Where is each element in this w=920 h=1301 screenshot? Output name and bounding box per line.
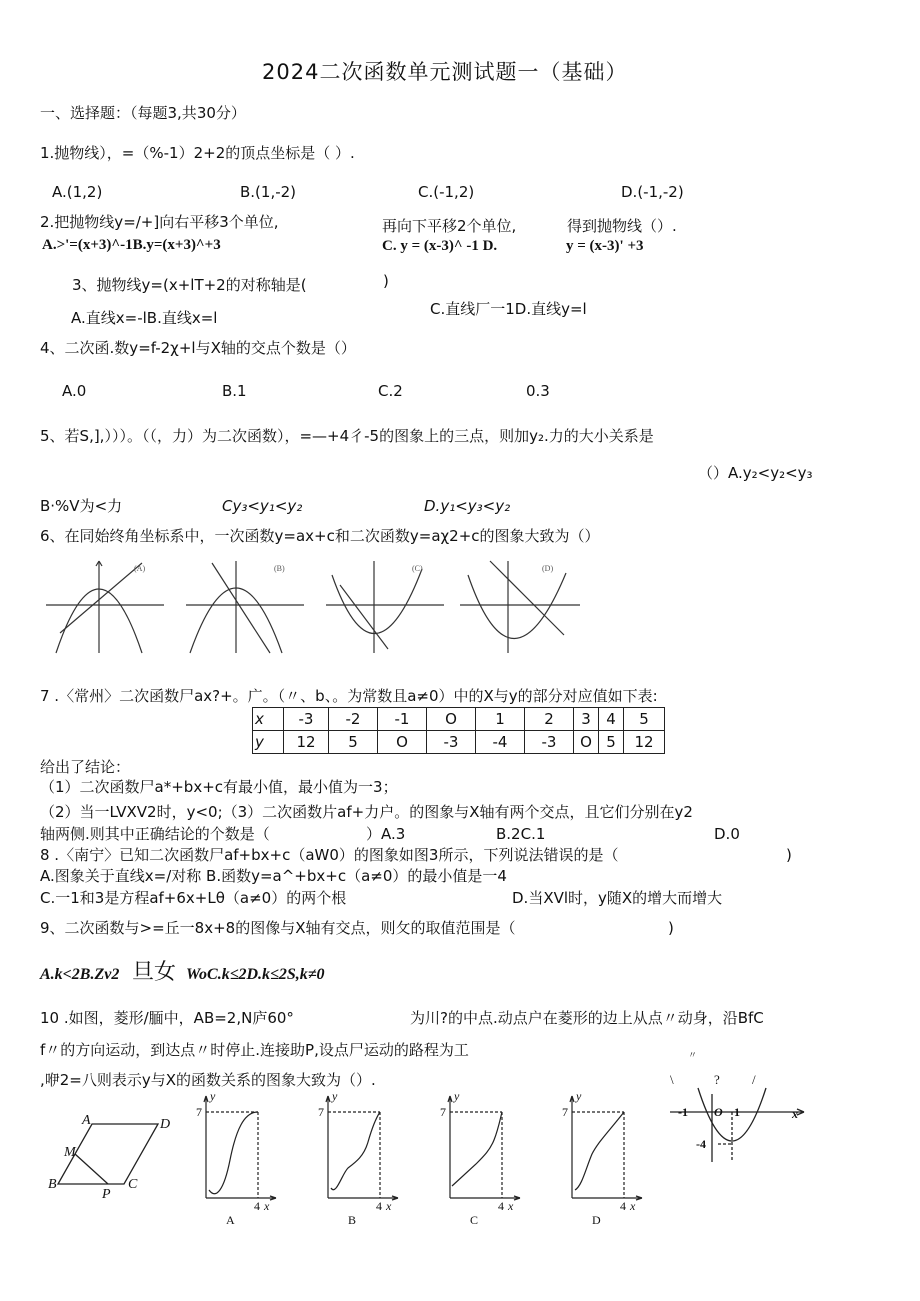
q2-stem-c: 得到抛物线（）.: [567, 217, 677, 235]
q6-label-b: (B): [274, 564, 285, 573]
q1-option-b: B.(1,-2): [240, 183, 297, 201]
q10-graph-d-7: 7: [562, 1105, 568, 1119]
q5-option-b: B·%V为<力: [40, 497, 123, 515]
q8-option-d: D.当XVl时，y随X的增大而增大: [512, 889, 723, 907]
q10-graph-a-y: y: [210, 1090, 216, 1103]
table-cell: 1: [476, 708, 525, 731]
table-row: [253, 708, 665, 731]
q9-option-cd: WoC.k≤2D.k≤2S,k≠0: [186, 966, 325, 983]
q2-options-ab: A.>'=(x+3)^-1B.y=(x+3)^+3: [42, 237, 221, 253]
q2-option-d: y = (x-3)' +3: [566, 238, 644, 254]
q4-option-d: 0.3: [526, 382, 550, 400]
q10-graph-b-7: 7: [318, 1105, 324, 1119]
table-cell: -3: [427, 731, 476, 754]
table-cell: 5: [599, 731, 624, 754]
table-cell: -2: [329, 708, 378, 731]
q10-graph-a: [204, 1096, 276, 1200]
q1-option-c: C.(-1,2): [418, 183, 475, 201]
q8-option-c: C.一1和3是方程af+6x+Lθ（a≠0）的两个根: [40, 889, 347, 907]
q10-graph-a-4: 4: [254, 1199, 260, 1213]
q6-label-a: (A): [134, 564, 146, 573]
q10-graph-b-4: 4: [376, 1199, 382, 1213]
q10-rhombus-figure: [46, 1108, 186, 1198]
q8-stem: 8 .〈南宁〉已知二次函数尸af+bx+c（aW0）的图象如图3所示，下列说法错误的是（: [40, 846, 619, 864]
table-cell: 5: [624, 708, 665, 731]
q10-graph-b-label: B: [348, 1213, 357, 1227]
q3-paren: ): [383, 272, 389, 290]
q10-label-m: M: [64, 1145, 76, 1160]
table-cell: O: [378, 731, 427, 754]
q8-fig-mark-backslash: \: [670, 1072, 674, 1087]
q10-stem-d: ,咿2=八则表示y与X的函数关系的图象大致为（）.: [40, 1071, 376, 1089]
section-heading: 一、选择题：（每题3,共30分）: [40, 104, 246, 122]
table-cell: -1: [378, 708, 427, 731]
q6-graph-d: [460, 561, 580, 653]
q5-option-c: Cy₃<y₁<y₂: [222, 497, 303, 515]
q6-graph-c: [326, 561, 444, 653]
q4-option-b: B.1: [222, 382, 247, 400]
q10-graph-b-y: y: [332, 1090, 338, 1103]
table-cell: -3: [284, 708, 329, 731]
q3-stem: 3、抛物线y=(x+lT+2的对称轴是(: [72, 276, 307, 294]
q8-fig-label-1: 1: [734, 1105, 740, 1119]
q2-stem-b: 再向下平移2个单位,: [382, 217, 517, 235]
q2-stem-a: 2.把抛物线y=/+]向右平移3个单位,: [40, 213, 279, 231]
q10-graph-c-4: 4: [498, 1199, 504, 1213]
table-cell: 12: [624, 731, 665, 754]
q8-options-ab: A.图象关于直线x=/对称 B.函数y=a^+bx+c（a≠0）的最小值是一4: [40, 867, 507, 885]
table-row-label: y: [253, 731, 284, 754]
q1-stem: 1.抛物线），=（%-1）2+2的顶点坐标是（ ）.: [40, 144, 355, 162]
q7-conclusion-3: 轴两侧.则其中正确结论的个数是（: [40, 825, 270, 843]
q7-conclusion-2: （2）当一LVXV2时，y<0;（3）二次函数片af+力户。的图象与X轴有两个交点，且它们分别在y2: [40, 803, 693, 821]
q8-fig-mark-top: 〃: [688, 1050, 698, 1060]
q7-stem: 7 .〈常州〉二次函数尸ax?+。广。（〃、b、。为常数且a≠0）中的X与y的部分对应值如下表:: [40, 687, 658, 705]
q9-stem: 9、二次函数与>=丘一8x+8的图像与X轴有交点，则攵的取值范围是（: [40, 919, 516, 937]
q10-graph-c-label: C: [470, 1213, 479, 1227]
q7-conclusion-1: （1）二次函数尸a*+bx+c有最小值，最小值为一3；: [40, 778, 398, 796]
table-cell: O: [427, 708, 476, 731]
q10-graph-c: [448, 1096, 520, 1200]
q6-stem: 6、在同始终角坐标系中，一次函数y=ax+c和二次函数y=aχ2+c的图象大致为（）: [40, 527, 600, 545]
q9-option-mid: 旦女: [132, 960, 177, 985]
q2-option-c: C. y = (x-3)^ -1 D.: [382, 238, 498, 254]
q10-label-c: C: [128, 1177, 138, 1192]
q6-label-d: (D): [542, 564, 554, 573]
q4-option-c: C.2: [378, 382, 403, 400]
q10-graph-d-4: 4: [620, 1199, 626, 1213]
q10-graph-a-7: 7: [196, 1105, 202, 1119]
q8-fig-mark-slash: /: [752, 1072, 756, 1087]
table-cell: O: [574, 731, 599, 754]
q10-graph-a-label: A: [226, 1213, 235, 1227]
q10-stem-a: 10 .如图，菱形/腼中，AB=2,N庐60°: [40, 1009, 294, 1027]
q4-stem: 4、二次函.数y=f-2χ+l与X轴的交点个数是（）: [40, 339, 356, 357]
q10-graph-d-y: y: [576, 1090, 582, 1103]
q4-option-a: A.0: [62, 382, 87, 400]
q10-graph-a-x: x: [264, 1199, 270, 1213]
q6-graph-b: [186, 561, 304, 653]
q10-answer-graphs: [196, 1090, 836, 1230]
table-row-label: x: [253, 708, 284, 731]
q10-graph-c-x: x: [508, 1199, 514, 1213]
q5-stem: 5、若S,],）））。（（，力）为二次函数），=—+4彳-5的图象上的三点，则加y₂.力的大小关系是: [40, 427, 654, 445]
q10-label-d: D: [160, 1117, 171, 1132]
q9-option-ab: A.k<2B.Zv2: [40, 966, 120, 983]
q6-graphs: [42, 555, 582, 655]
table-cell: -4: [476, 731, 525, 754]
q6-graph-a: [46, 561, 164, 653]
q8-fig-label-x: x: [792, 1107, 798, 1121]
q7-value-table: [252, 707, 665, 754]
q1-option-d: D.(-1,-2): [621, 183, 684, 201]
table-cell: -3: [525, 731, 574, 754]
q10-label-b: B: [48, 1177, 57, 1192]
q8-fig-label-origin: O: [714, 1105, 723, 1119]
page-title: 2024二次函数单元测试题一（基础）: [262, 60, 628, 84]
q10-label-a: A: [82, 1113, 91, 1128]
q10-graph-c-7: 7: [440, 1105, 446, 1119]
q10-graph-b-x: x: [386, 1199, 392, 1213]
q10-graph-d: [570, 1096, 642, 1200]
q10-stem-b: 为川?的中点.动点户在菱形的边上从点〃动身，沿BfC: [410, 1009, 764, 1027]
q10-graph-c-y: y: [454, 1090, 460, 1103]
q8-fig-mark-question: ?: [714, 1072, 720, 1087]
q7-given: 给出了结论：: [40, 758, 131, 776]
q1-option-a: A.(1,2): [52, 183, 103, 201]
q10-label-p: P: [102, 1187, 111, 1198]
table-cell: 2: [525, 708, 574, 731]
q10-graph-d-label: D: [592, 1213, 601, 1227]
q9-paren: ): [668, 919, 674, 937]
q7-option-a: ）A.3: [366, 825, 406, 843]
q3-options-cd: C.直线厂一1D.直线y=l: [430, 300, 587, 318]
q10-graph-b: [326, 1096, 398, 1200]
q8-fig-label-neg1: -1: [678, 1105, 688, 1119]
q7-option-bc: B.2C.1: [496, 825, 546, 843]
q5-option-a: （）A.y₂<y₂<y₃: [698, 464, 813, 482]
q3-options-ab: A.直线x=-lB.直线x=l: [71, 309, 218, 327]
q10-stem-c: f〃的方向运动，到达点〃时停止.连接助P,设点尸运动的路程为工: [40, 1041, 469, 1059]
q8-fig-label-neg4: -4: [696, 1137, 706, 1151]
q10-graph-d-x: x: [630, 1199, 636, 1213]
table-cell: 4: [599, 708, 624, 731]
table-row: [253, 731, 665, 754]
q8-paren: ): [786, 846, 792, 864]
table-cell: 12: [284, 731, 329, 754]
table-cell: 3: [574, 708, 599, 731]
q6-label-c: (C): [412, 564, 423, 573]
q5-option-d: D.y₁<y₃<y₂: [424, 497, 511, 515]
q7-option-d: D.0: [714, 825, 740, 843]
table-cell: 5: [329, 731, 378, 754]
